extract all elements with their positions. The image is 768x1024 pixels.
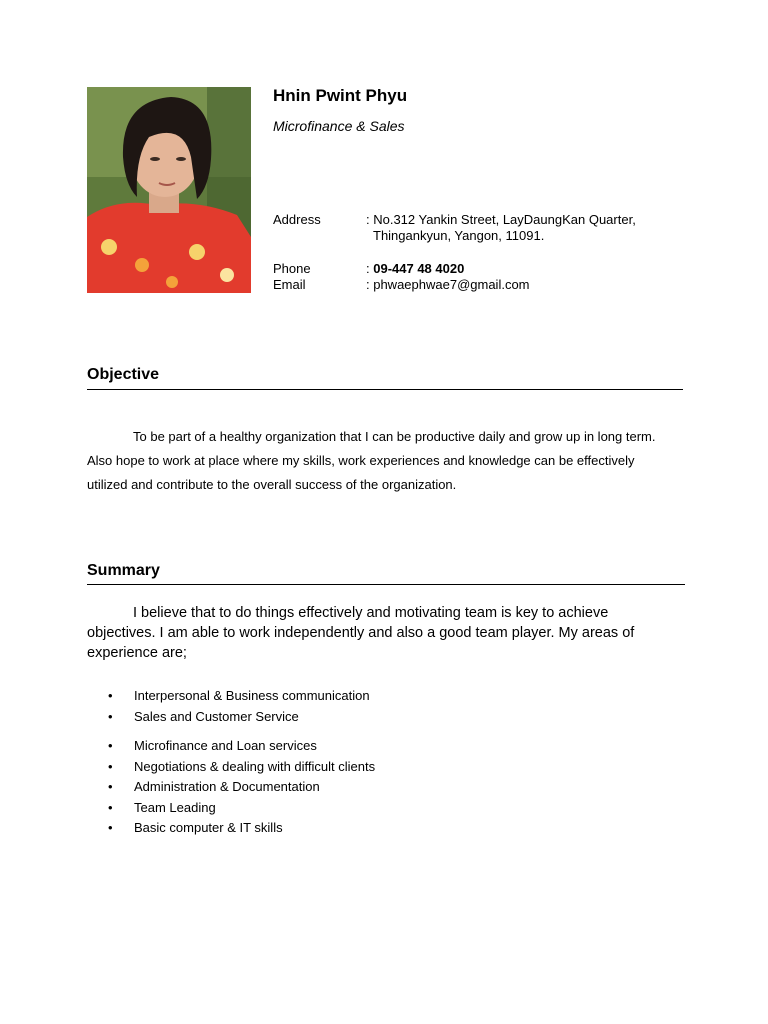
candidate-role: Microfinance & Sales [273, 118, 405, 134]
phone-label: Phone [273, 261, 311, 276]
bullet-icon: • [108, 820, 113, 835]
phone-value-wrap [366, 261, 464, 276]
phone-value: 09-447 48 4020 [373, 261, 465, 276]
bullet-icon: • [108, 709, 113, 724]
candidate-name: Hnin Pwint Phyu [273, 86, 408, 105]
bullet-icon: • [108, 688, 113, 703]
bullet-icon: • [108, 779, 113, 794]
bullet-icon: • [108, 738, 113, 753]
phone-prefix: : [366, 261, 374, 276]
email-label: Email [273, 277, 306, 292]
email-value[interactable]: : phwaephwae7@gmail.com [366, 277, 530, 292]
list-item [108, 800, 216, 815]
list-item-text: Microfinance and Loan services [134, 738, 317, 753]
objective-text: To be part of a healthy organization that I can be productive daily and grow up in long term. Also hope to work at place where my skills, work experiences and knowledge can be effectively utilized and contribute to the overall success of the organization. [87, 429, 656, 492]
list-item [108, 688, 370, 703]
list-item-text: Interpersonal & Business communication [134, 688, 370, 703]
profile-photo [87, 87, 251, 293]
list-item-text: Basic computer & IT skills [134, 820, 283, 835]
summary-divider [87, 584, 685, 585]
bullet-icon: • [108, 759, 113, 774]
objective-heading: Objective [87, 366, 160, 383]
list-item [108, 738, 317, 753]
list-item [108, 820, 283, 835]
summary-text: I believe that to do things effectively and motivating team is key to achieve objectives. I am able to work independently and also a good team player. My areas of experience are; [87, 605, 635, 661]
summary-heading: Summary [87, 562, 160, 579]
objective-divider [87, 389, 683, 390]
list-item-text: Sales and Customer Service [134, 709, 299, 724]
list-item-text: Negotiations & dealing with difficult clients [134, 759, 376, 774]
list-item [108, 709, 299, 724]
address-label: Address [273, 212, 321, 227]
list-item-text: Administration & Documentation [134, 779, 320, 794]
list-item [108, 759, 375, 774]
list-item-text: Team Leading [134, 800, 216, 815]
list-item [108, 779, 320, 794]
address-line-1: : No.312 Yankin Street, LayDaungKan Quarter, [366, 212, 636, 227]
bullet-icon: • [108, 800, 113, 815]
address-line-2: Thingankyun, Yangon, 11091. [373, 228, 545, 243]
